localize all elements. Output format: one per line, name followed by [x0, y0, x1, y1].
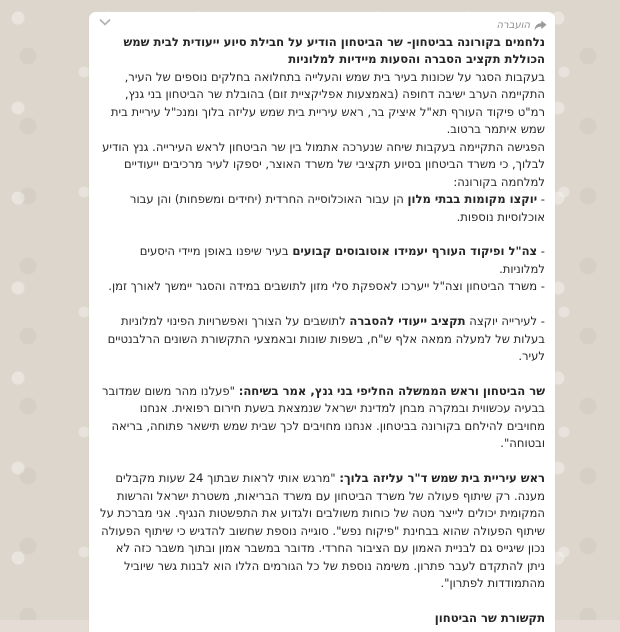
signature-bold: תקשורת שר הביטחון: [434, 610, 545, 625]
chevron-down-icon[interactable]: [99, 18, 111, 26]
message-quote-minister: שר הביטחון וראש הממשלה החליפי בני גנץ, אמר בשיחה: "פעלנו מהר משום שמדובר בבעיה עכשווית ובמקרה מבחן למדינת ישראל שנמצאת בשעת חירום רפואית. אנחנו מחויבים להילחם בקורונה בביטחון. אנחנו מחויבים לכך שבית שמש תישאר פתוחה, בריאה ובטוחה".: [101, 384, 545, 451]
forwarded-label: הועברה: [496, 19, 530, 31]
bullet-bold: יוקצו מקומות בבתי מלון: [407, 192, 538, 207]
forwarded-indicator: [99, 16, 547, 34]
forward-arrow-icon: [534, 20, 547, 31]
headline-bold: נלחמים בקורונה בביטחון- שר הביטחון הודיע על חבילת סיוע ייעודית לבית שמש הכוללת תקציב הסברה והסעות מיידיות למלוניות: [123, 35, 545, 67]
message-bullet: - צה"ל ופיקוד העורף יעמידו אוטובוסים קבועים בעיר שיפנו באופן מיידי היסעים למלוניות.: [139, 244, 545, 276]
quote-speaker: שר הביטחון וראש הממשלה החליפי בני גנץ, אמר בשיחה:: [238, 384, 545, 399]
message-bullet: - לעירייה יוקצה תקציב ייעודי להסברה לתושבים על הצורך ואפשרויות הפינוי למלוניות בעלות של למעלה ממאה אלף ש"ח, בשפות שונות ובאמצעי התקשורת השונים הרלבנטיים לעיר.: [107, 314, 545, 364]
quote-speaker: ראש עיריית בית שמש ד"ר עליזה בלוך:: [339, 471, 545, 486]
message-headline: [99, 34, 545, 69]
bullet-bold: תקציב ייעודי להסברה: [349, 314, 466, 329]
spacer: [99, 592, 545, 609]
message-bubble[interactable]: [89, 12, 555, 632]
spacer: [99, 226, 545, 243]
message-signature: [99, 610, 545, 627]
spacer: [99, 366, 545, 383]
message-quote-mayor: ראש עיריית בית שמש ד"ר עליזה בלוך: "מרגש אותי לראות שבתוך 24 שעות מקבלים מענה. רק שיתוף פעולה של משרד הביטחון עם משרד הבריאות, משטרת ישראל והרשות המקומית יכולים לייצר מטה של כוחות משולבים ולגדוע את התפשטות הנגיף. אני מברכת על שיתוף הפעולה שהוא בבחינת "פיקוח נפש". סוגייה נוספת שחשוב להדגיש כי שיתוף הפעולה נכון שיגייס גם לבניית האמון עם הציבור החרדי. מדובר במשבר אמון ובתוך משבר כזה לא ניתן להתקדם לעבר פתרון. משימה נוספת של כל הגורמים הללו הוא לבנות גשר שיוביל מהתמודדות לפתרון".: [99, 471, 545, 590]
bullet-bold: צה"ל ופיקוד העורף יעמידו אוטובוסים קבועים: [292, 244, 538, 259]
spacer: [99, 453, 545, 470]
message-paragraph: הפגישה התקיימה בעקבות שיחה שנערכה אתמול בין שר הביטחון לראש העירייה. גנץ הודיע לבלוך, כי משרד הביטחון בסיוע תקציבי של משרד האוצר, יספקו לעיר מרכיבים ייעודיים למלחמה בקורונה:: [102, 139, 545, 189]
message-bullet: - משרד הביטחון וצה"ל ייערכו לאספקת סלי מזון לתושבים במידה והסגר יימשך לאורך זמן.: [108, 279, 545, 294]
message-text: [99, 34, 545, 627]
message-bullet: - יוקצו מקומות בבתי מלון הן עבור האוכלוסייה החרדית (יחידים ומשפחות) והן עבור אוכלוסיות נוספות.: [129, 192, 545, 224]
spacer: [99, 296, 545, 313]
message-paragraph: בעקבות הסגר על שכונות בעיר בית שמש והעלייה בתחלואה בחלקים נוספים של העיר, התקיימה הערב ישיבה דחופה (באמצעות אפליקציית זום) בהובלת שר הביטחון בני גנץ, רמ"ט פיקוד העורף תא"ל איציק בר, ראש עיריית בית שמש עליזה בלוך ומנכ"ל עיריית בית שמש איתמר ברטוב.: [110, 69, 545, 137]
